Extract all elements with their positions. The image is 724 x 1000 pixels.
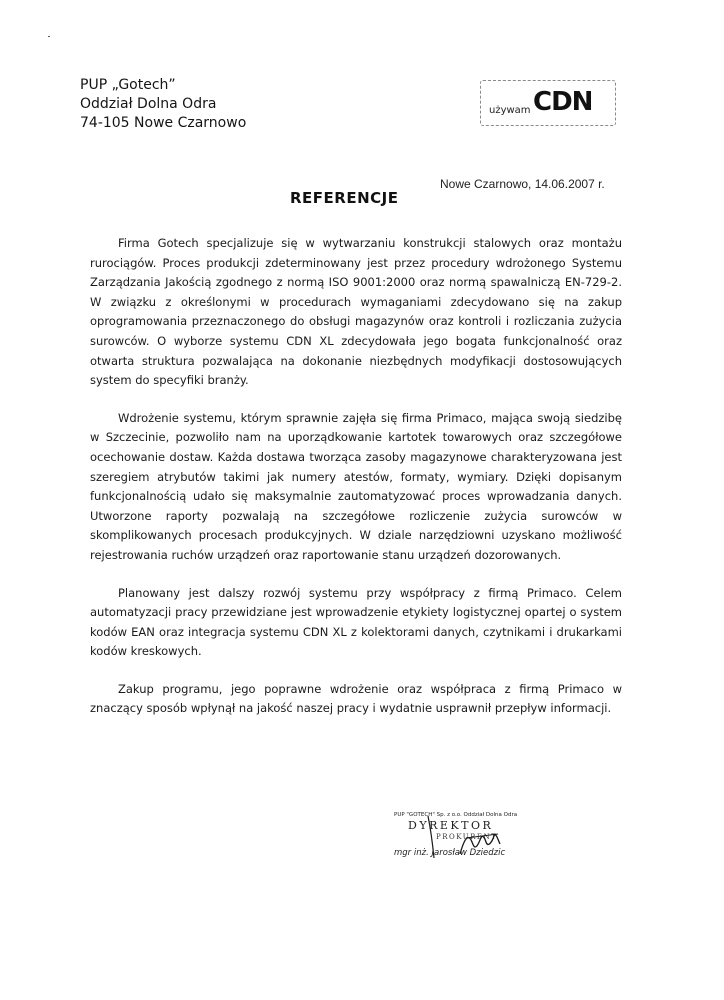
paragraph: Planowany jest dalszy rozwój systemu przy współpracy z firmą Primaco. Celem automatyzacji pracy przewidziane jest wprowadzenie etykiety logistycznej opartej o system kodów EAN oraz integracja systemu CDN XL z kolektorami danych, czytnikami i drukarkami kodów kreskowych.	[90, 585, 622, 659]
stamp-subrole: PROKURENT	[436, 833, 498, 841]
sender-branch: Oddział Dolna Odra	[80, 96, 217, 112]
stamp-company: PUP "GOTECH" Sp. z o.o. Oddział Dolna Odra	[394, 812, 518, 818]
paragraph: Firma Gotech specjalizuje się w wytwarzaniu konstrukcji stalowych oraz montażu rurociągów. Proces produkcji zdeterminowany jest przez procedury wdrożonego Systemu Zarządzania Jakością zgodnego z normą ISO 9001:2000 oraz normą spawalniczą EN-729-2. W związku z określonymi w procedurach wymaganiami zdecydowano się na zakup oprogramowania przeznaczonego do obsługi magazynów oraz kontroli i rozliczania zużycia surowców. O wyborze systemu CDN XL zdecydowała jego bogata funkcjonalność oraz otwarta struktura pozwalająca na dokonanie niezbędnych modyfikacji dostosowujących system do specyfiki branży.	[90, 236, 622, 388]
stamp-role: DYREKTOR	[408, 819, 494, 832]
letter-date: Nowe Czarnowo, 14.06.2007 r.	[440, 177, 605, 191]
letter-body	[90, 234, 622, 737]
signature-stamp	[394, 812, 544, 862]
letter-title: REFERENCJE	[290, 189, 399, 207]
paragraph: Zakup programu, jego poprawne wdrożenie oraz współpraca z firmą Primaco w znaczący sposób wpłynął na jakość naszej pracy i wydatnie usprawnił przepływ informacji.	[90, 681, 622, 716]
sender-company: PUP „Gotech”	[80, 77, 176, 93]
badge-prefix: używam	[489, 105, 531, 116]
paragraph: Wdrożenie systemu, którym sprawnie zajęła się firma Primaco, mająca swoją siedzibę w Szczecinie, pozwoliło nam na uporządkowanie kartotek towarowych oraz szczegółowe ocechowanie dostaw. Każda dostawa tworząca zasoby magazynowe charakteryzowana jest szeregiem atrybutów takimi jak numery atestów, formaty, wymiary. Dzięki dopisanym funkcjonalnością udało się maksymalnie zautomatyzować proces wprowadzania danych. Utworzone raporty pozwalają na szczegółowe rozliczenie zużycia surowców w skomplikowanych procesach produkcyjnych. W dziale narzędziowni uzyskano możliwość rejestrowania ruchów urządzeń oraz raportowanie stanu urządzeń dozorowanych.	[90, 410, 622, 562]
sender-address	[80, 76, 246, 133]
handwritten-signature-icon	[394, 812, 544, 862]
sender-postal: 74-105 Nowe Czarnowo	[80, 115, 247, 131]
cdn-badge	[480, 80, 616, 126]
stamp-signer: mgr inż. Jarosław Dziedzic	[394, 848, 506, 858]
cdn-logo: CDN	[533, 87, 593, 117]
scan-speck	[48, 36, 50, 37]
